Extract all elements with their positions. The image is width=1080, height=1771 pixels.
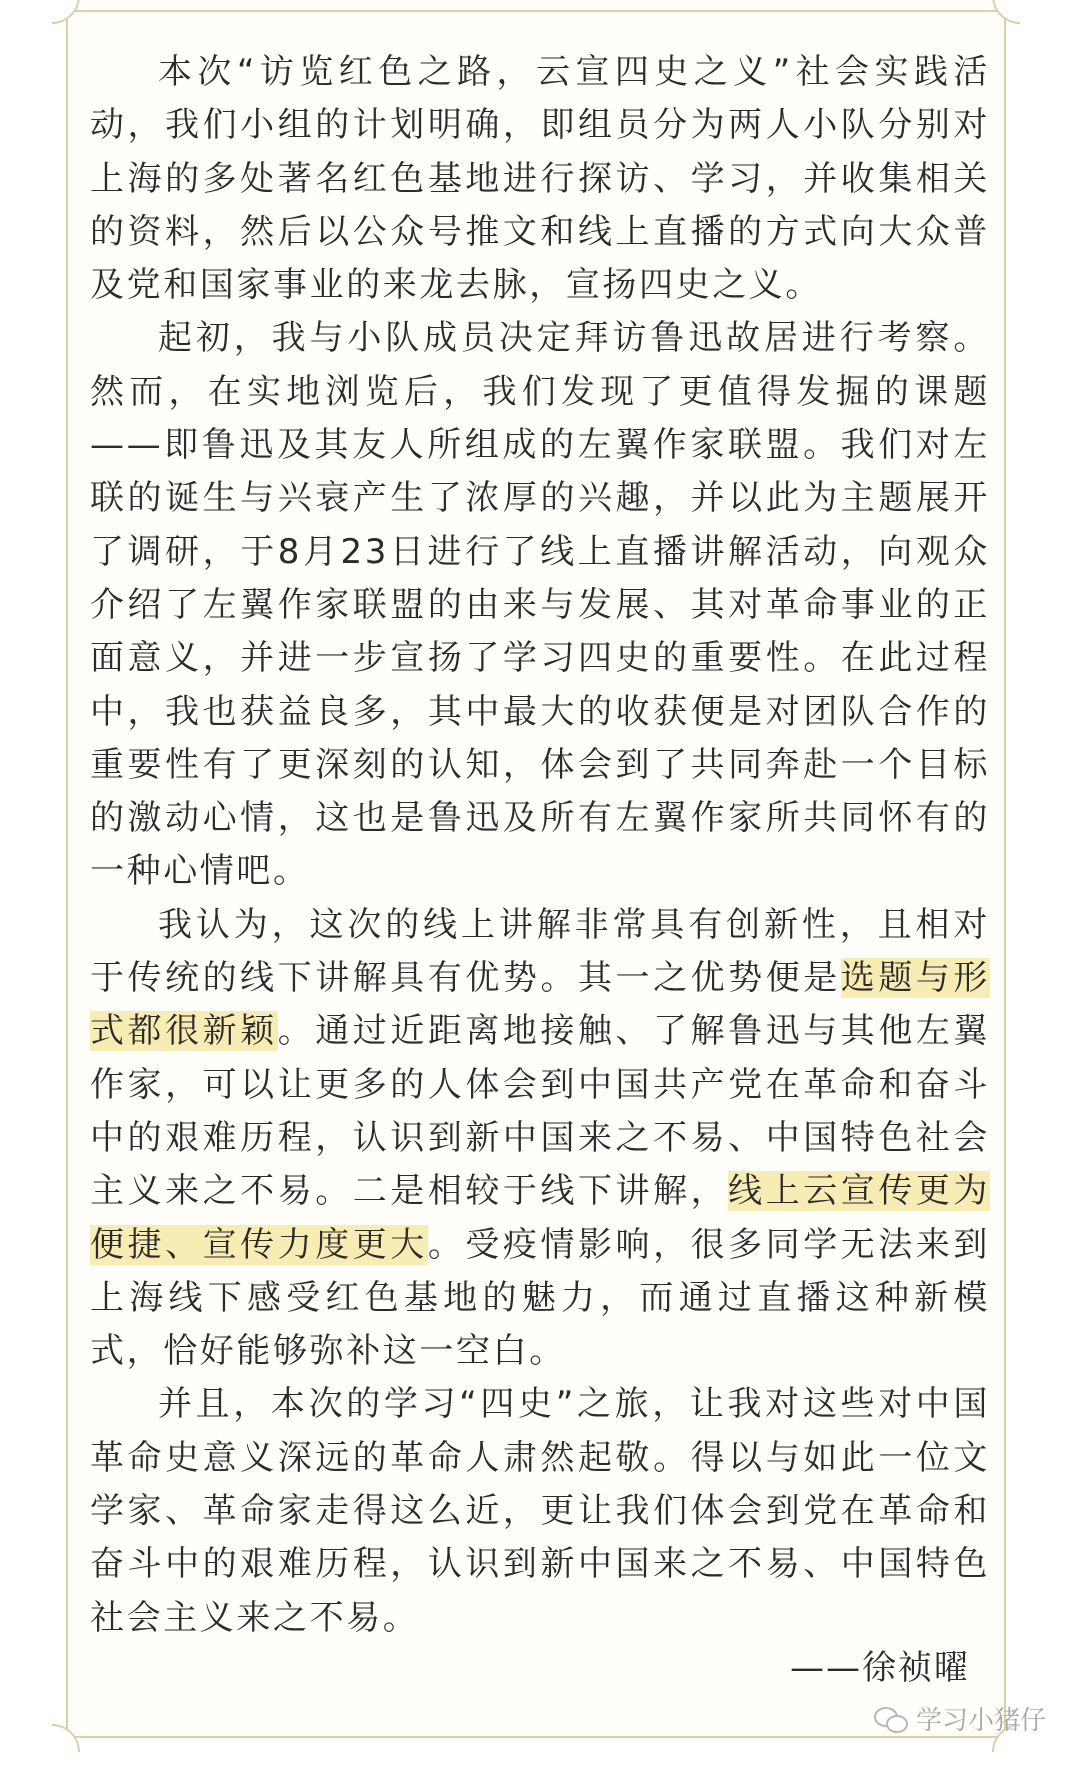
wechat-icon (874, 1705, 908, 1733)
paragraph-2: 起初，我与小队成员决定拜访鲁迅故居进行考察。然而，在实地浏览后，我们发现了更值得发掘的课题——即鲁迅及其友人所组成的左翼作家联盟。我们对左联的诞生与兴衰产生了浓厚的兴趣，并以此为主题展开了调研，于8月23日进行了线上直播讲解活动，向观众介绍了左翼作家联盟的由来与发展、其对革命事业的正面意义，并进一步宣扬了学习四史的重要性。在此过程中，我也获益良多，其中最大的收获便是对团队合作的重要性有了更深刻的认知，体会到了共同奔赴一个目标的激动心情，这也是鲁迅及所有左翼作家所共同怀有的一种心情吧。 (90, 318, 990, 892)
paragraph-3-text-a: 我认为，这次的线上讲解非常具有创新性，且相对于传统的线下讲解具有优势。其一之优势便是 (90, 904, 990, 999)
paragraph-1: 本次“访览红色之路，云宣四史之义”社会实践活动，我们小组的计划明确，即组员分为两人小队分别对上海的多处著名红色基地进行探访、学习，并收集相关的资料，然后以公众号推文和线上直播的方式向大众普及党和国家事业的来龙去脉，宣扬四史之义。 (90, 52, 990, 306)
watermark (874, 1700, 1046, 1737)
author-signature: ——徐祯曜 (790, 1648, 970, 1688)
paragraph-3 (90, 899, 990, 1379)
paragraph-3-text-b: 。通过近距离地接触、了解鲁迅与其他左翼作家，可以让更多的人体会到中国共产党在革命和奋斗中的艰难历程，认识到新中国来之不易、中国特色社会主义来之不易。二是相较于线下讲解， (90, 1011, 991, 1212)
article-body (90, 46, 990, 1645)
watermark-text: 学习小猪仔 (915, 1706, 1046, 1736)
highlight-online-promotion: 线上云宣传更为便捷、宣传力度更大 (90, 1171, 991, 1265)
paragraph-4: 并且，本次的学习“四史”之旅，让我对这些对中国革命史意义深远的革命人肃然起敬。得以与如此一位文学家、革命家走得这么近，更让我们体会到党在革命和奋斗中的艰难历程，认识到新中国来之不易、中国特色社会主义来之不易。 (90, 1384, 990, 1638)
frame-corner-top-right (992, 0, 1020, 24)
paragraph-3-text-c: 。受疫情影响，很多同学无法来到上海线下感受红色基地的魅力，而通过直播这种新模式，恰好能够弥补这一空白。 (90, 1224, 991, 1372)
highlight-novel-topic: 选题与形式都很新颖 (90, 958, 990, 1052)
frame-corner-bottom-left (52, 1724, 80, 1752)
frame-corner-top-left (52, 0, 80, 24)
